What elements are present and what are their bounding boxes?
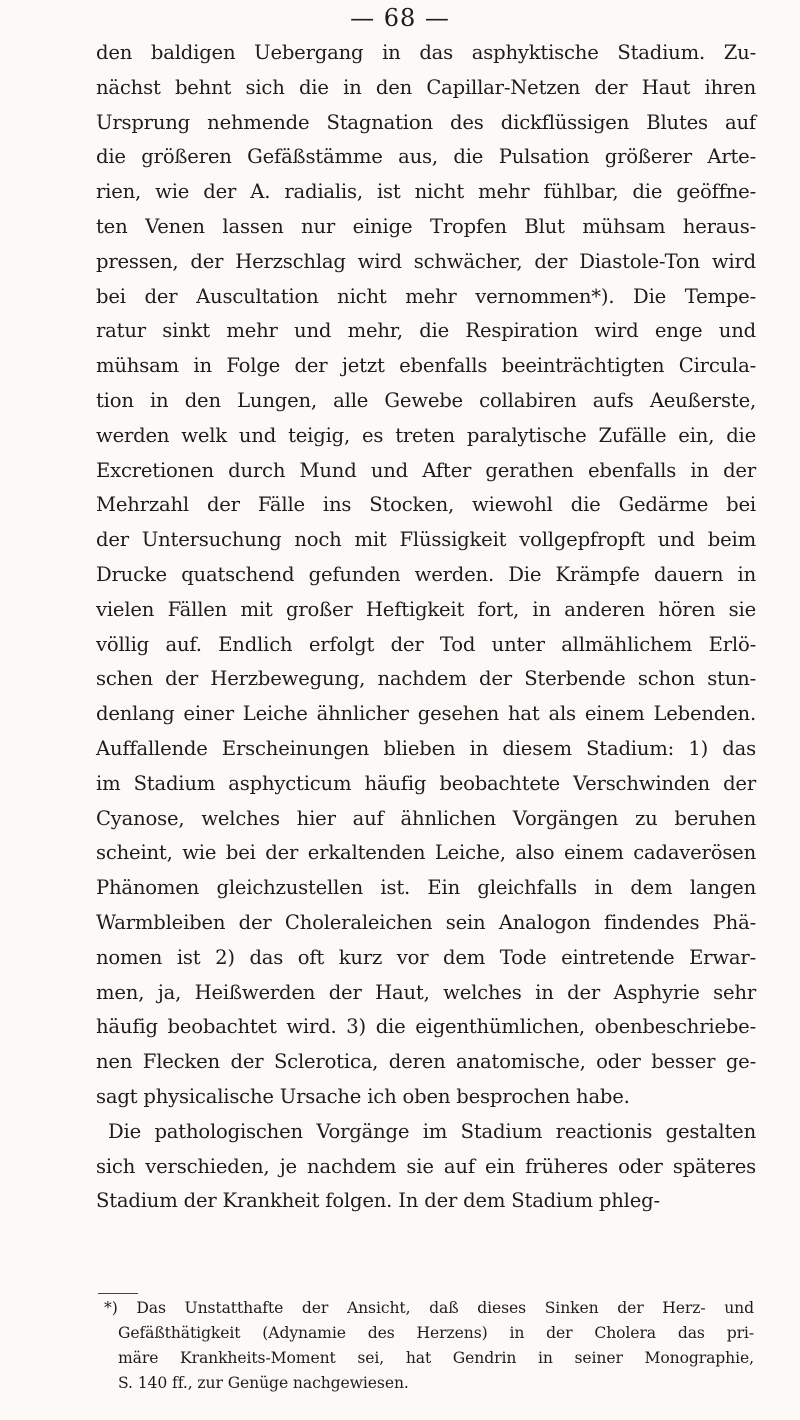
footnote	[104, 1296, 754, 1396]
text-line: die größeren Gefäßstämme aus, die Pulsation größerer Arte-	[96, 145, 756, 169]
footnote-line: Gefäßthätigkeit (Adynamie des Herzens) in der Cholera das pri-	[118, 1324, 754, 1342]
text-line: schen der Herzbewegung, nachdem der Sterbende schon stun-	[96, 667, 756, 691]
text-line: werden welk und teigig, es treten paralytische Zufälle ein, die	[96, 423, 756, 447]
text-line: sich verschieden, je nachdem sie auf ein früheres oder späteres	[96, 1154, 756, 1178]
page-number: 68	[383, 4, 417, 32]
text-line: Drucke quatschend gefunden werden. Die Krämpfe dauern in	[96, 562, 756, 586]
text-line: Excretionen durch Mund und After gerathen ebenfalls in der	[96, 458, 756, 482]
text-line: Stadium der Krankheit folgen. In der dem Stadium phleg-	[96, 1189, 660, 1213]
text-line: men, ja, Heißwerden der Haut, welches in der Asphyrie sehr	[96, 980, 756, 1004]
text-line: Mehrzahl der Fälle ins Stocken, wiewohl die Gedärme bei	[96, 493, 756, 517]
text-line: ten Venen lassen nur einige Tropfen Blut mühsam heraus-	[96, 214, 756, 238]
text-line: Ursprung nehmende Stagnation des dickflüssigen Blutes auf	[96, 110, 756, 134]
text-line: im Stadium asphycticum häufig beobachtete Verschwinden der	[96, 771, 756, 795]
text-line: scheint, wie bei der erkaltenden Leiche, also einem cadaverösen	[96, 841, 756, 865]
text-line: nomen ist 2) das oft kurz vor dem Tode eintretende Erwar-	[96, 945, 756, 969]
text-line: pressen, der Herzschlag wird schwächer, der Diastole-Ton wird	[96, 249, 756, 273]
text-line: rien, wie der A. radialis, ist nicht mehr fühlbar, die geöffne-	[96, 180, 756, 204]
text-line: nächst behnt sich die in den Capillar-Netzen der Haut ihren	[96, 75, 756, 99]
text-line: Cyanose, welches hier auf ähnlichen Vorgängen zu beruhen	[96, 806, 756, 830]
text-line: mühsam in Folge der jetzt ebenfalls beeinträchtigten Circula-	[96, 354, 756, 378]
text-line: den baldigen Uebergang in das asphyktische Stadium. Zu-	[96, 41, 756, 64]
text-line: sagt physicalische Ursache ich oben besprochen habe.	[96, 1084, 630, 1108]
text-line: häufig beobachtet wird. 3) die eigenthümlichen, obenbeschriebe-	[96, 1015, 756, 1039]
text-line: nen Flecken der Sclerotica, deren anatomische, oder besser ge-	[96, 1050, 756, 1074]
page-header: — 68 —	[350, 4, 450, 32]
footnote-line: märe Krankheits-Moment sei, hat Gendrin in seiner Monographie,	[118, 1349, 754, 1367]
text-line: Die pathologischen Vorgänge im Stadium reactionis gestalten	[108, 1119, 756, 1143]
text-line: der Untersuchung noch mit Flüssigkeit vollgepfropft und beim	[96, 528, 756, 552]
footnote-line: *) Das Unstatthafte der Ansicht, daß dieses Sinken der Herz- und	[104, 1299, 754, 1317]
footnote-line: S. 140 ff., zur Genüge nachgewiesen.	[118, 1374, 409, 1392]
text-line: bei der Auscultation nicht mehr vernommen*). Die Tempe-	[96, 284, 756, 308]
text-line: Phänomen gleichzustellen ist. Ein gleichfalls in dem langen	[96, 876, 756, 900]
text-line: ratur sinkt mehr und mehr, die Respiration wird enge und	[96, 319, 756, 343]
body-text	[96, 36, 756, 1219]
text-line: völlig auf. Endlich erfolgt der Tod unter allmählichem Erlö-	[96, 632, 756, 656]
text-line: Warmbleiben der Choleraleichen sein Analogon findendes Phä-	[96, 910, 756, 934]
text-line: tion in den Lungen, alle Gewebe collabiren aufs Aeußerste,	[96, 388, 756, 412]
text-line: Auffallende Erscheinungen blieben in diesem Stadium: 1) das	[96, 736, 756, 760]
text-line: denlang einer Leiche ähnlicher gesehen hat als einem Lebenden.	[96, 702, 756, 726]
text-line: vielen Fällen mit großer Heftigkeit fort, in anderen hören sie	[96, 597, 756, 621]
footnote-separator	[98, 1293, 138, 1294]
